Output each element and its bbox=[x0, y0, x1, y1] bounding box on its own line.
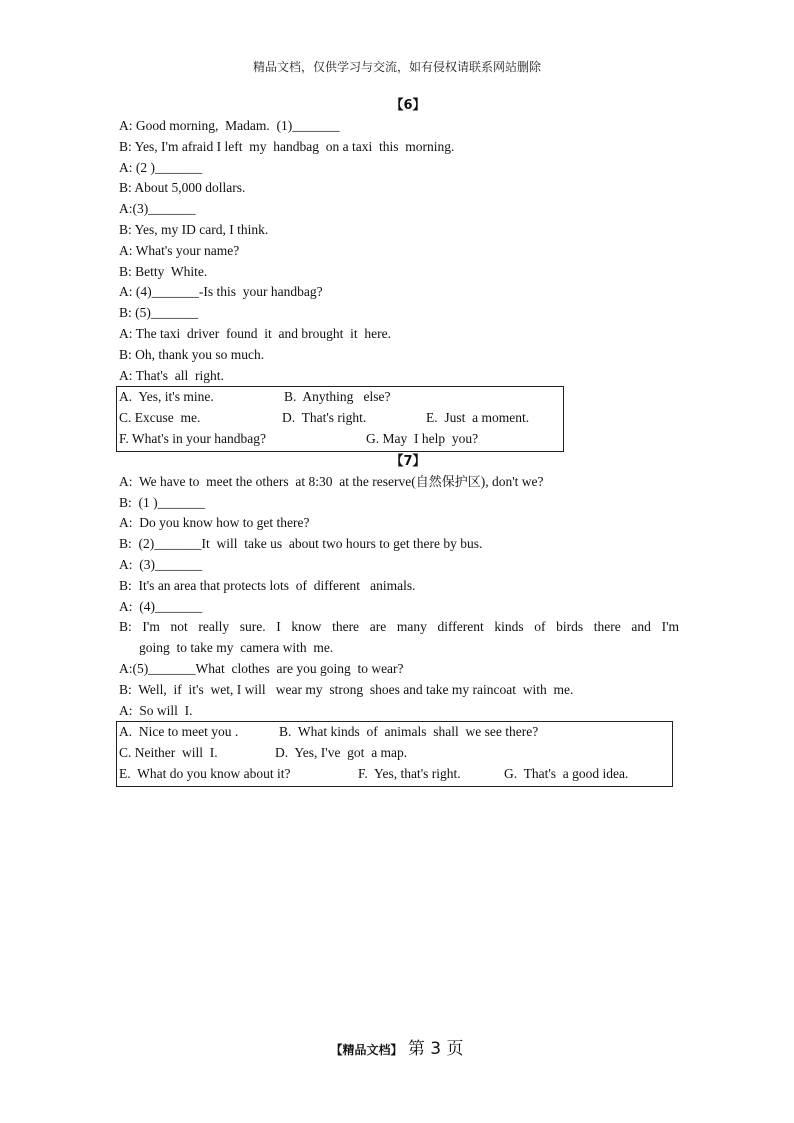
footer-tag: 【精品文档】 bbox=[330, 1043, 403, 1057]
dialogue-line: B: About 5,000 dollars. bbox=[119, 180, 246, 196]
line-cjk-text: 自然保护区 bbox=[415, 474, 481, 490]
section-6-options-box bbox=[116, 386, 564, 451]
section-7-options-box bbox=[116, 721, 673, 786]
option-g: G. May I help you? bbox=[366, 430, 479, 446]
dialogue-line: B: (1 )_______ bbox=[119, 494, 205, 510]
option-c: C. Neither will I. bbox=[119, 745, 218, 761]
options-row bbox=[119, 429, 563, 450]
dialogue-line: A:(3)_______ bbox=[119, 201, 196, 217]
section-7-title: 【7】 bbox=[390, 453, 426, 469]
dialogue-line: A: That's all right. bbox=[119, 367, 224, 383]
page-prefix: 第 bbox=[407, 1039, 425, 1059]
section-7-dialogue bbox=[119, 472, 679, 722]
page-footer bbox=[0, 1034, 794, 1059]
option-a: A. Yes, it's mine. bbox=[119, 389, 214, 405]
dialogue-line: B: Yes, I'm afraid I left my handbag on a taxi this morning. bbox=[119, 138, 455, 154]
option-c: C. Excuse me. bbox=[119, 410, 201, 426]
dialogue-line bbox=[119, 472, 679, 493]
options-row bbox=[119, 743, 672, 764]
dialogue-line: A: (3)_______ bbox=[119, 556, 203, 572]
dialogue-line: A: What's your name? bbox=[119, 242, 240, 258]
option-b: B. Anything else? bbox=[284, 389, 391, 405]
dialogue-line: B: (2)_______It will take us about two hours to get there by bus. bbox=[119, 536, 483, 552]
dialogue-line: A: (4)_______-Is this your handbag? bbox=[119, 284, 323, 300]
option-e: E. Just a moment. bbox=[426, 410, 530, 426]
dialogue-line: A: Do you know how to get there? bbox=[119, 515, 310, 531]
dialogue-line: B: Oh, thank you so much. bbox=[119, 346, 265, 362]
option-d: D. Yes, I've got a map. bbox=[275, 745, 408, 761]
dialogue-line: A: Good morning, Madam. (1)_______ bbox=[119, 118, 340, 133]
dialogue-line: B: Yes, my ID card, I think. bbox=[119, 221, 269, 237]
options-row bbox=[119, 764, 672, 785]
line-text: ), don't we? bbox=[480, 473, 544, 489]
dialogue-line: B: Betty White. bbox=[119, 263, 208, 279]
option-e: E. What do you know about it? bbox=[119, 765, 291, 781]
option-a: A. Nice to meet you . bbox=[119, 724, 239, 740]
option-f: F. What's in your handbag? bbox=[119, 430, 266, 446]
dialogue-line: B: Well, if it's wet, I will wear my strong shoes and take my raincoat with me. bbox=[119, 681, 574, 697]
line-text: A: We have to meet the others at 8:30 at the reserve( bbox=[119, 473, 416, 489]
section-6-title: 【6】 bbox=[390, 98, 426, 113]
page-suffix: 页 bbox=[446, 1039, 464, 1059]
document-body bbox=[119, 96, 679, 787]
options-row bbox=[119, 387, 563, 408]
option-d: D. That's right. bbox=[282, 410, 367, 426]
page-number: 3 bbox=[430, 1039, 442, 1059]
option-g: G. That's a good idea. bbox=[504, 765, 629, 781]
dialogue-line-continuation: going to take my camera with me. bbox=[139, 640, 334, 656]
dialogue-line: B: It's an area that protects lots of different animals. bbox=[119, 577, 416, 593]
option-f: F. Yes, that's right. bbox=[358, 765, 461, 781]
dialogue-line: B: I'm not really sure. I know there are many different kinds of birds there and I'm bbox=[119, 619, 679, 635]
dialogue-line: B: (5)_______ bbox=[119, 305, 199, 321]
dialogue-line: A: (2 )_______ bbox=[119, 159, 203, 175]
dialogue-line: A: The taxi driver found it and brought it here. bbox=[119, 325, 391, 341]
dialogue-line: A: (4)_______ bbox=[119, 598, 203, 614]
section-6-dialogue bbox=[119, 116, 679, 386]
options-row bbox=[119, 408, 563, 429]
dialogue-line: A:(5)_______What clothes are you going to wear? bbox=[119, 660, 404, 676]
option-b: B. What kinds of animals shall we see there? bbox=[279, 724, 539, 740]
options-row bbox=[119, 722, 672, 743]
page-header: 精品文档，仅供学习与交流，如有侵权请联系网站删除 bbox=[252, 60, 541, 74]
dialogue-line: A: So will I. bbox=[119, 702, 193, 718]
